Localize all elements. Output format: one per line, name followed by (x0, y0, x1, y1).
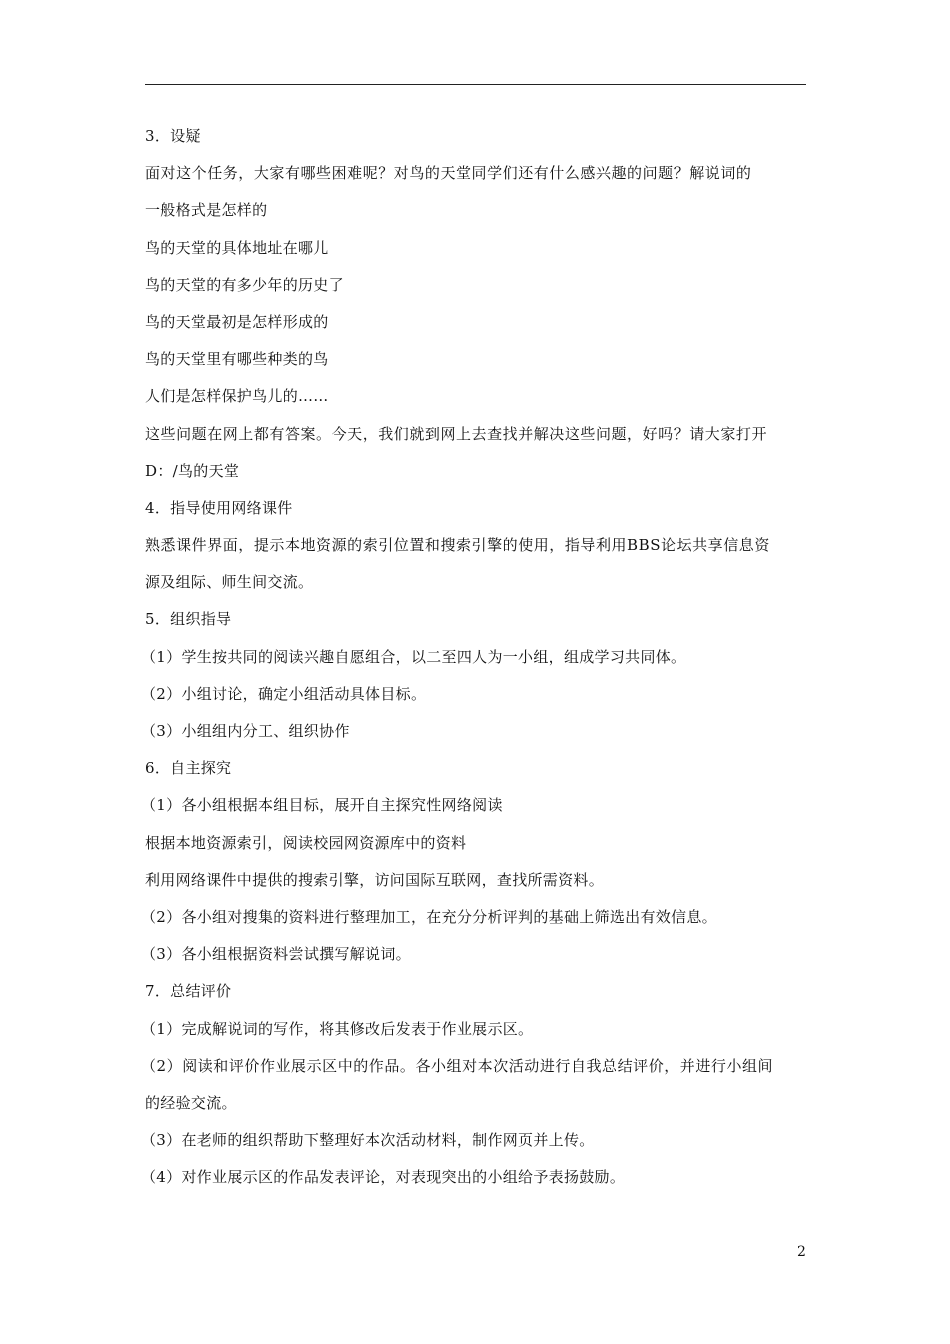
paragraph-line: 这些问题在网上都有答案。今天，我们就到网上去查找并解决这些问题，好吗？请大家打开 (145, 424, 768, 443)
section-heading-6: 6．自主探究 (145, 759, 232, 778)
list-item: （4）对作业展示区的作品发表评论，对表现突出的小组给予表扬鼓励。 (141, 1168, 626, 1187)
header-rule (145, 84, 806, 85)
paragraph-line: D：/鸟的天堂 (145, 461, 240, 480)
question-line: 鸟的天堂里有哪些种类的鸟 (145, 350, 329, 369)
question-line: 鸟的天堂最初是怎样形成的 (145, 312, 329, 331)
list-item: （1）完成解说词的写作，将其修改后发表于作业展示区。 (141, 1019, 534, 1038)
list-item: （3）小组组内分工、组织协作 (141, 722, 350, 740)
paragraph-line: 利用网络课件中提供的搜索引擎，访问国际互联网，查找所需资料。 (145, 870, 605, 889)
paragraph-line: 熟悉课件界面，提示本地资源的索引位置和搜索引擎的使用，指导利用BBS论坛共享信息资 (145, 536, 770, 555)
section-heading-5: 5．组织指导 (145, 610, 232, 629)
paragraph-line: 一般格式是怎样的 (145, 201, 268, 220)
paragraph-line: 源及组际、师生间交流。 (145, 573, 314, 592)
list-item: （3）各小组根据资料尝试撰写解说词。 (141, 945, 411, 964)
section-heading-7: 7．总结评价 (145, 982, 232, 1001)
list-item: （2）阅读和评价作业展示区中的作品。各小组对本次活动进行自我总结评价，并进行小组间 (141, 1056, 774, 1075)
page-number: 2 (797, 1244, 806, 1260)
question-line: 人们是怎样保护鸟儿的…… (145, 387, 329, 406)
question-line: 鸟的天堂的有多少年的历史了 (145, 275, 344, 294)
paragraph-line: 面对这个任务，大家有哪些困难呢？对鸟的天堂同学们还有什么感兴趣的问题？解说词的 (145, 164, 752, 183)
list-item: （3）在老师的组织帮助下整理好本次活动材料，制作网页并上传。 (141, 1131, 595, 1150)
paragraph-line: 根据本地资源索引，阅读校园网资源库中的资料 (145, 833, 467, 852)
list-item: （2）小组讨论，确定小组活动具体目标。 (141, 684, 427, 703)
paragraph-line: 的经验交流。 (145, 1093, 237, 1112)
list-item: （1）各小组根据本组目标，展开自主探究性网络阅读 (141, 796, 503, 815)
document-body (141, 122, 810, 1200)
section-heading-3: 3．设疑 (145, 127, 201, 145)
list-item: （2）各小组对搜集的资料进行整理加工，在充分分析评判的基础上筛选出有效信息。 (141, 907, 717, 926)
question-line: 鸟的天堂的具体地址在哪儿 (145, 238, 329, 257)
list-item: （1）学生按共同的阅读兴趣自愿组合，以二至四人为一小组，组成学习共同体。 (141, 647, 687, 666)
section-heading-4: 4．指导使用网络课件 (145, 498, 293, 517)
